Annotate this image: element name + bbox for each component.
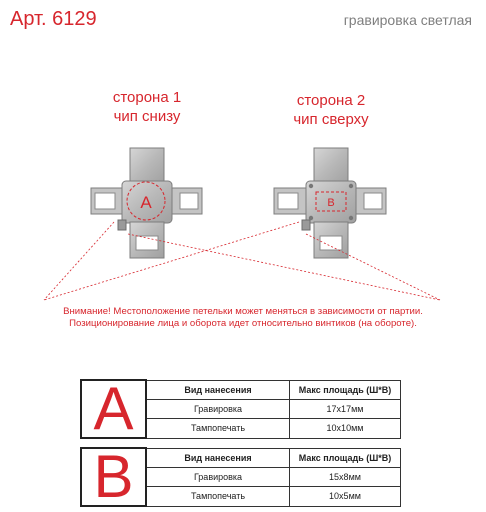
- table-cell-size: 10x5мм: [290, 487, 401, 506]
- side-1-title: сторона 1: [112, 89, 182, 106]
- table-cell-method: Гравировка: [146, 467, 290, 486]
- usb-product-side-1: [91, 148, 202, 258]
- callout-lines: [44, 222, 440, 300]
- table-cell-size: 15x8мм: [290, 467, 401, 486]
- table-cell-method: Гравировка: [146, 399, 290, 418]
- area-b-letter: B: [81, 448, 146, 506]
- warning-line-1: Внимание! Местоположение петельки может меняться в зависимости от партии.: [63, 306, 423, 317]
- side-2-chip-note: чип сверху: [293, 111, 369, 128]
- area-a-table: [80, 375, 401, 442]
- area-a-letter: A: [81, 380, 146, 438]
- table-cell-method: Тампопечать: [146, 419, 290, 438]
- side-1-chip-note: чип снизу: [113, 108, 181, 125]
- table-header-max-area: Макс площадь (Ш*В): [290, 380, 401, 399]
- article-title: Арт. 6129: [10, 8, 97, 30]
- side-2-area-mark: B: [327, 197, 335, 209]
- table-cell-size: 10x10мм: [290, 419, 401, 438]
- usb-product-side-2: [274, 148, 386, 258]
- engraving-type-label: гравировка светлая: [343, 12, 472, 28]
- table-cell-size: 17x17мм: [290, 399, 401, 418]
- side-2-title: сторона 2: [296, 92, 366, 109]
- table-header-max-area: Макс площадь (Ш*В): [290, 448, 401, 467]
- side-1-area-mark: A: [140, 193, 152, 212]
- table-cell-method: Тампопечать: [146, 487, 290, 506]
- area-b-table: [80, 443, 401, 510]
- table-header-method: Вид нанесения: [146, 380, 290, 399]
- table-header-method: Вид нанесения: [146, 448, 290, 467]
- warning-line-2: Позиционирование лица и оборота идет относительно винтиков (на обороте).: [69, 318, 417, 329]
